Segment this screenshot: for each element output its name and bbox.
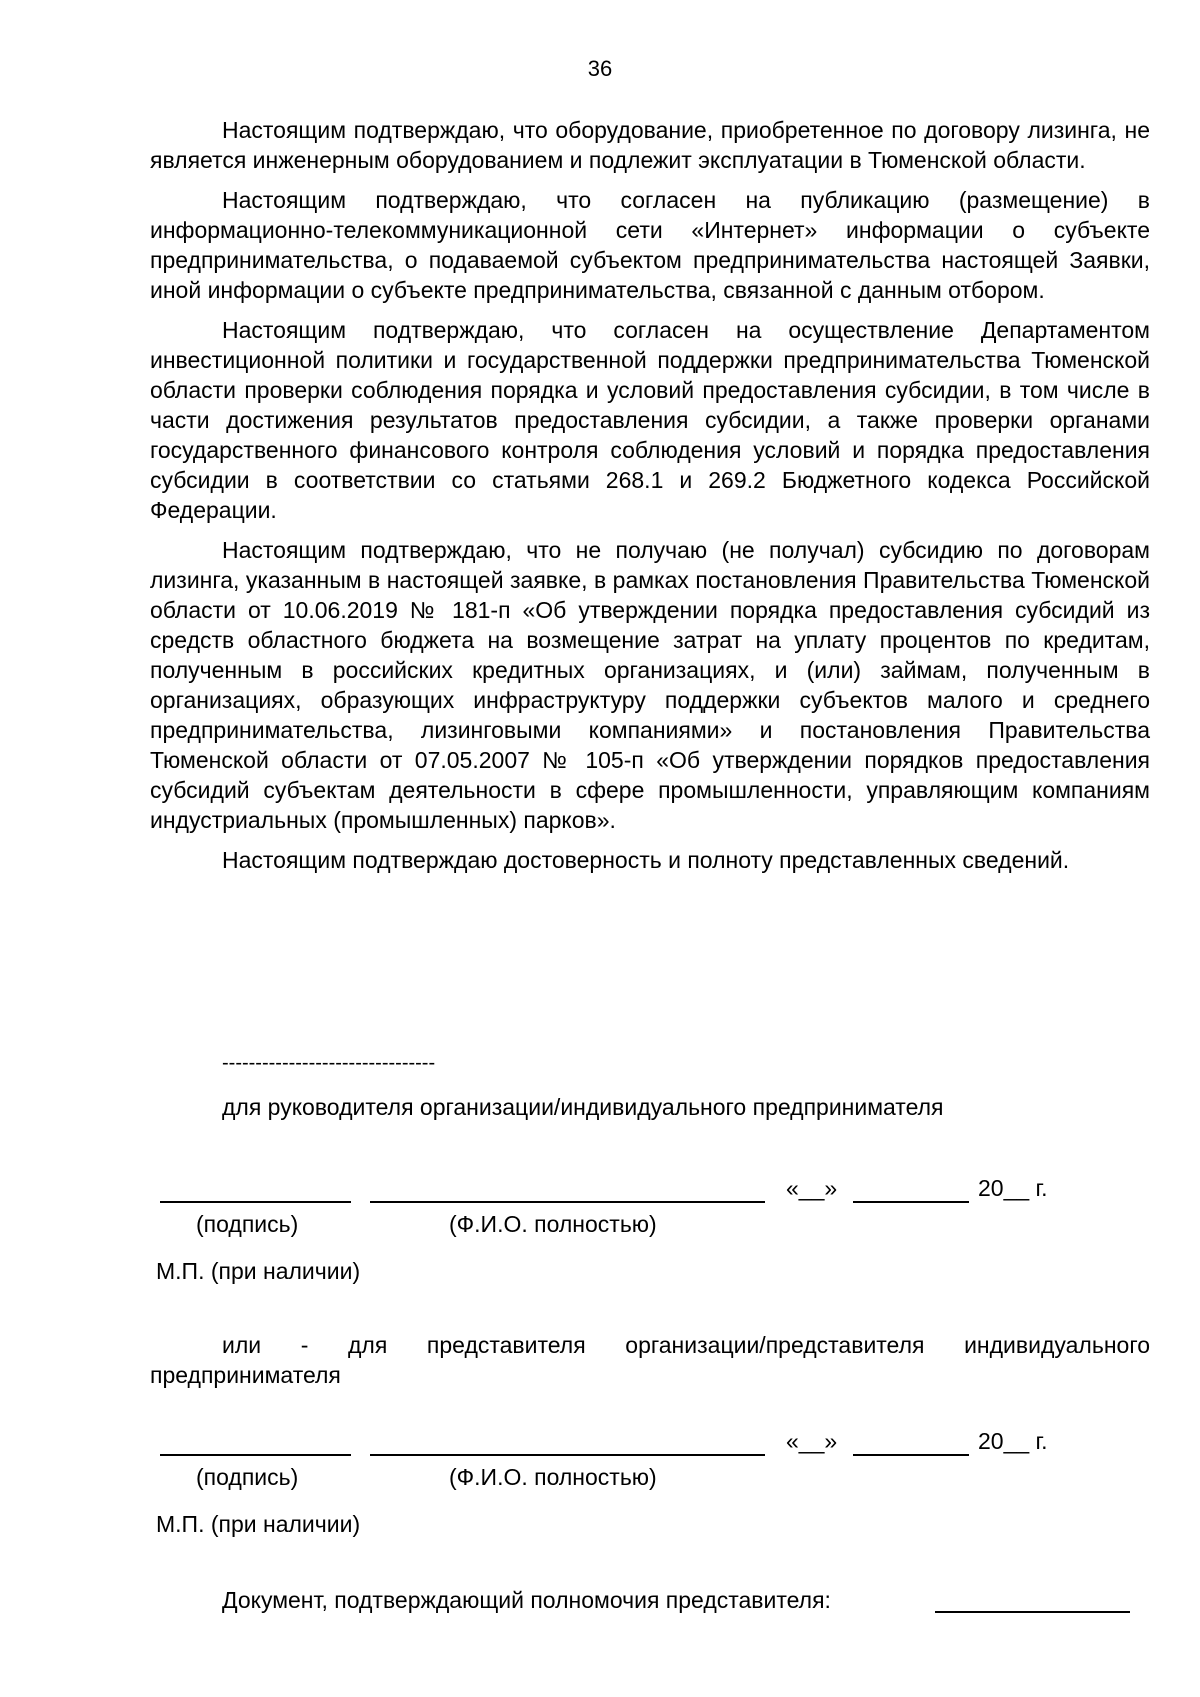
signature-line[interactable] [160, 1454, 351, 1456]
separator-dashes: -------------------------------- [222, 1052, 436, 1074]
signature-caption: (подпись) [196, 1211, 299, 1237]
date-month-line[interactable] [853, 1201, 969, 1203]
full-name-caption: (Ф.И.О. полностью) [449, 1211, 657, 1237]
paragraph-equipment: Настоящим подтверждаю, что оборудование, приобретенное по договору лизинга, не является инженерным оборудованием и подлежит эксплуатации в Тюменской области. [150, 117, 1150, 173]
paragraph-accuracy: Настоящим подтверждаю достоверность и полноту представленных сведений. [222, 847, 1070, 873]
paragraph-inspection-consent: Настоящим подтверждаю, что согласен на осуществление Департаментом инвестиционной политики и государственной поддержки предпринимательства Тюменской области проверки соблюдения порядка и условий предоставления субсидии, в том числе в части достижения результатов предоставления субсидии, а также проверки органами государственного финансового контроля соблюдения условий и порядка предоставления субсидии в соответствии со статьями 268.1 и 269.2 Бюджетного кодекса Российской Федерации. [150, 317, 1150, 523]
signature-line[interactable] [160, 1201, 351, 1203]
date-day: «__» [786, 1428, 838, 1454]
stamp-label-head: М.П. (при наличии) [156, 1258, 361, 1284]
representative-label [150, 1330, 1150, 1390]
document-body [150, 115, 1150, 885]
authority-document-label: Документ, подтверждающий полномочия представителя: [222, 1587, 831, 1613]
page-number: 36 [587, 56, 613, 81]
signature-block-head [0, 1175, 1200, 1245]
date-year: 20__ г. [978, 1175, 1048, 1201]
signature-caption: (подпись) [196, 1464, 299, 1490]
paragraph-publication-consent: Настоящим подтверждаю, что согласен на публикацию (размещение) в информационно-телекоммуникационной сети «Интернет» информации о субъекте предпринимательства, о подаваемой субъектом предпринимательства настоящей Заявки, иной информации о субъекте предпринимательства, связанной с данным отбором. [150, 187, 1150, 303]
date-year: 20__ г. [978, 1428, 1048, 1454]
date-month-line[interactable] [853, 1454, 969, 1456]
date-day: «__» [786, 1175, 838, 1201]
paragraph-no-subsidy: Настоящим подтверждаю, что не получаю (не получал) субсидию по договорам лизинга, указанным в настоящей заявке, в рамках постановления Правительства Тюменской области от 10.06.2019 № 181-п «Об утверждении порядка предоставления субсидий из средств областного бюджета на возмещение затрат на уплату процентов по кредитам, полученным в российских кредитных организациях, и (или) займам, полученным в организациях, образующих инфраструктуру поддержки субъектов малого и среднего предпринимательства, лизинговыми компаниями» и постановления Правительства Тюменской области от 07.05.2007 № 105-п «Об утверждении порядков предоставления субсидий субъектам деятельности в сфере промышленности, управляющим компаниям индустриальных (промышленных) парков». [150, 537, 1150, 833]
stamp-label-representative: М.П. (при наличии) [156, 1511, 361, 1537]
full-name-caption: (Ф.И.О. полностью) [449, 1464, 657, 1490]
representative-text: или - для представителя организации/представителя индивидуального предпринимателя [150, 1332, 1150, 1388]
signature-block-representative [0, 1428, 1200, 1498]
head-label: для руководителя организации/индивидуального предпринимателя [222, 1094, 944, 1120]
authority-document-line[interactable] [935, 1611, 1130, 1613]
full-name-line[interactable] [370, 1454, 765, 1456]
full-name-line[interactable] [370, 1201, 765, 1203]
